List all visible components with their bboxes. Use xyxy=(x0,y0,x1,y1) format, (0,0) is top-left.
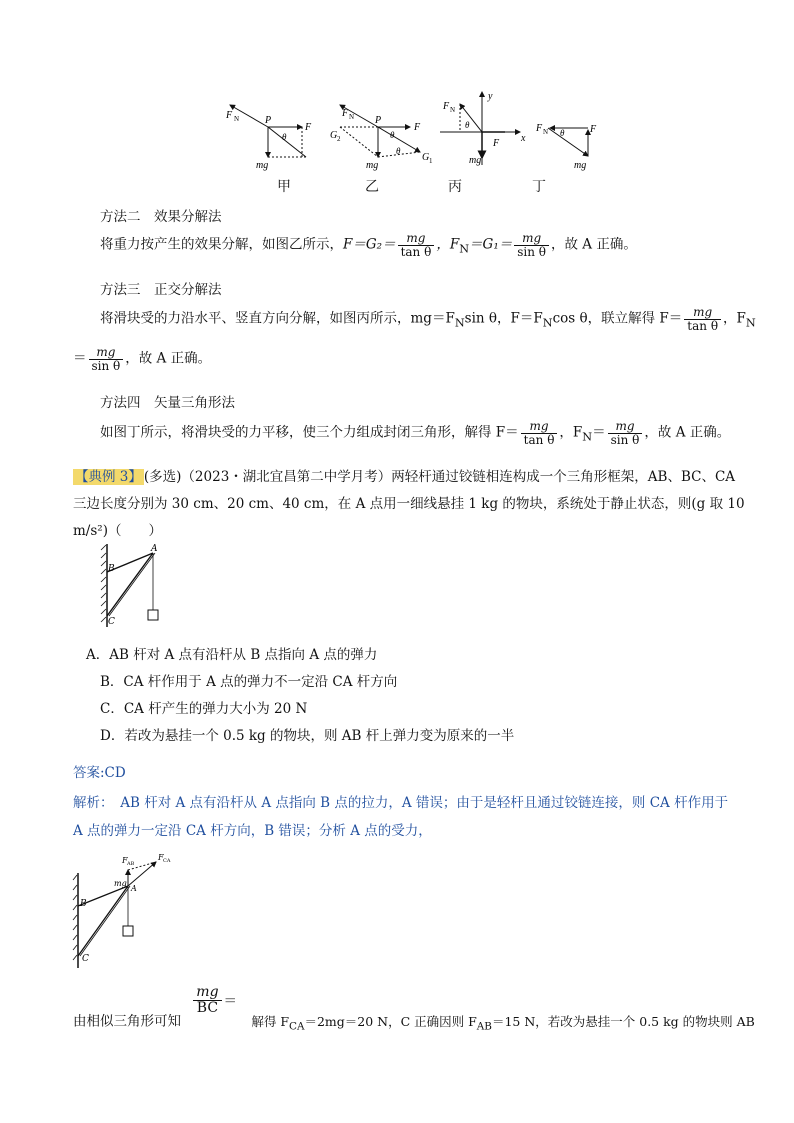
m2-sub: N xyxy=(459,242,470,256)
label-fn-sub: N xyxy=(234,115,240,123)
m3-d: ，F xyxy=(723,310,746,327)
m2-a: 将重力按产生的效果分解，如图乙所示， xyxy=(100,236,343,253)
m4-frac1 xyxy=(521,420,558,446)
m3-frac xyxy=(684,306,721,332)
method3-title: 方法三 正交分解法 xyxy=(100,282,222,298)
num: mg xyxy=(514,232,549,246)
label-g2-sub: 2 xyxy=(337,135,341,143)
example3-line2: 三边长度分别为 30 cm、20 cm、40 cm，在 A 点用一细线悬挂 1 kg 的物块，系统处于静止状态，则(g 取 10 xyxy=(73,496,745,512)
choice-d: D．若改为悬挂一个 0.5 kg 的物块，则 AB 杆上弹力变为原来的一半 xyxy=(100,728,515,744)
label-f: F xyxy=(493,138,500,149)
label-b: B xyxy=(108,564,115,574)
frame-figure xyxy=(95,542,175,630)
example3-line1 xyxy=(73,465,735,485)
num: mg xyxy=(521,420,558,434)
m4-mid: ，F xyxy=(559,424,583,441)
label-fn: F xyxy=(443,101,450,112)
m3-c: cos θ，联立解得 F＝ xyxy=(552,310,683,327)
label-p: P xyxy=(375,115,382,126)
method3-text xyxy=(100,306,756,332)
m3-b: sin θ，F＝F xyxy=(464,310,543,327)
m3-sub1: N xyxy=(454,316,465,330)
label-y: y xyxy=(488,91,493,102)
m4-frac2 xyxy=(608,420,643,446)
m2-frac2 xyxy=(514,232,549,258)
num: mg xyxy=(89,346,124,360)
label-theta: θ xyxy=(465,120,470,130)
m3-frac2 xyxy=(89,346,124,372)
label-f: F xyxy=(305,122,312,133)
num: mg xyxy=(193,985,221,1001)
m3-a: 将滑块受的力沿水平、竖直方向分解，如图丙所示，mg＝F xyxy=(100,310,455,327)
num: mg xyxy=(398,232,435,246)
analysis-figure xyxy=(70,848,190,973)
last-rest xyxy=(251,1013,755,1033)
m2-frac1 xyxy=(398,232,435,258)
method4-title: 方法四 矢量三角形法 xyxy=(100,395,235,411)
label-fn-sub: N xyxy=(450,106,456,114)
label-f: F xyxy=(414,122,421,133)
label-mg: mg xyxy=(574,160,587,171)
m2-eq2: ，F xyxy=(436,236,460,253)
m3-sub2: N xyxy=(542,316,553,330)
force-diagrams-svg xyxy=(200,90,640,180)
label-f: F xyxy=(590,124,597,135)
label-fn: F xyxy=(536,123,543,134)
den: sin θ xyxy=(610,432,640,447)
method3-line2 xyxy=(73,346,211,372)
label-p: P xyxy=(265,115,272,126)
last-c: ＝2mg＝20 N，C 正确因则 F xyxy=(304,1013,477,1029)
label-mg: mg xyxy=(256,160,269,171)
m3-l2b: ，故 A 正确。 xyxy=(125,350,212,367)
label-fn-sub: N xyxy=(349,113,355,121)
label-fca-sub: CA xyxy=(163,858,171,864)
example3-line3: m/s²)（ ） xyxy=(73,523,162,539)
den: tan θ xyxy=(523,432,555,447)
m4-a: 如图丁所示，将滑块受的力平移，使三个力组成封闭三角形，解得 F＝ xyxy=(100,424,519,441)
label-b: B xyxy=(80,899,87,909)
den: tan θ xyxy=(400,244,432,259)
m4-b: ，故 A 正确。 xyxy=(644,424,731,441)
last-sub2: AB xyxy=(476,1020,492,1033)
label-c: C xyxy=(82,954,89,964)
label-g1-sub: 1 xyxy=(429,157,433,165)
label-fab: F xyxy=(122,856,128,865)
method2-title: 方法二 效果分解法 xyxy=(100,209,222,225)
label-theta: θ xyxy=(390,130,395,140)
m3-l2a: ＝ xyxy=(73,350,87,367)
diagram-yi xyxy=(330,105,433,171)
analysis-line1: 解析： AB 杆对 A 点有沿杆从 A 点指向 B 点的拉力，A 错误；由于是轻杆且通过铰链连接，则 CA 杆作用于 xyxy=(73,795,729,811)
label-mg: mg xyxy=(114,879,127,888)
label-g1: G xyxy=(422,152,430,163)
choice-c: C．CA 杆产生的弹力大小为 20 N xyxy=(100,701,308,717)
caption-bing: 丙 xyxy=(448,179,462,195)
last-frac xyxy=(193,985,221,1015)
label-x: x xyxy=(521,133,526,144)
example3-l1: (多选)（2023・湖北宜昌第二中学月考）两轻杆通过铰链相连构成一个三角形框架，AB、BC、CA xyxy=(143,469,736,485)
m2-mid: ＝G₁＝ xyxy=(469,236,513,253)
label-fn-sub: N xyxy=(543,128,549,136)
label-theta: θ xyxy=(282,132,287,142)
last-a: 由相似三角形可知 xyxy=(73,1013,181,1030)
example3-tag: 【典例 3】 xyxy=(75,469,142,485)
den: sin θ xyxy=(517,244,547,259)
den: sin θ xyxy=(91,358,121,373)
answer: 答案:CD xyxy=(73,765,126,781)
num: mg xyxy=(684,306,721,320)
last-sub1: CA xyxy=(289,1020,305,1033)
label-fab-sub: AB xyxy=(127,861,135,867)
diagram-ding xyxy=(535,123,597,171)
caption-jia: 甲 xyxy=(277,179,291,195)
m3-sub3: N xyxy=(745,316,756,330)
m2-b: ，故 A 正确。 xyxy=(551,236,637,253)
caption-ding: 丁 xyxy=(532,179,546,195)
last-b: 解得 F xyxy=(251,1013,289,1029)
m4-sub: N xyxy=(582,430,593,444)
method4-text xyxy=(100,420,730,446)
caption-yi: 乙 xyxy=(365,179,379,195)
label-mg: mg xyxy=(366,160,379,171)
label-fn: F xyxy=(342,108,349,119)
diagram-bing xyxy=(440,91,526,166)
num: mg xyxy=(608,420,643,434)
label-theta: θ xyxy=(560,128,565,138)
label-fn: F xyxy=(226,110,233,121)
analysis-line2: A 点的弹力一定沿 CA 杆方向，B 错误；分析 A 点的受力， xyxy=(73,823,432,839)
label-c: C xyxy=(108,617,115,627)
label-fca: F xyxy=(158,853,164,862)
diagram-jia xyxy=(225,105,312,171)
label-theta2: θ xyxy=(396,146,401,156)
m2-eq1: F＝G₂＝ xyxy=(343,236,396,253)
last-d: ＝15 N，若改为悬挂一个 0.5 kg 的物块则 AB xyxy=(491,1013,755,1029)
choice-a: A．AB 杆对 A 点有沿杆从 B 点指向 A 点的弹力 xyxy=(86,647,378,663)
choice-b: B．CA 杆作用于 A 点的弹力不一定沿 CA 杆方向 xyxy=(100,674,398,690)
label-g2: G xyxy=(330,130,338,141)
last-eq: ＝ xyxy=(223,993,238,1010)
label-a: A xyxy=(131,884,137,893)
den: BC xyxy=(196,999,219,1016)
label-mg: mg xyxy=(469,155,482,166)
method2-text xyxy=(100,232,637,258)
label-a: A xyxy=(151,544,158,554)
den: tan θ xyxy=(687,318,719,333)
analysis-last-line xyxy=(73,985,755,1032)
m4-eq: ＝ xyxy=(592,424,606,441)
